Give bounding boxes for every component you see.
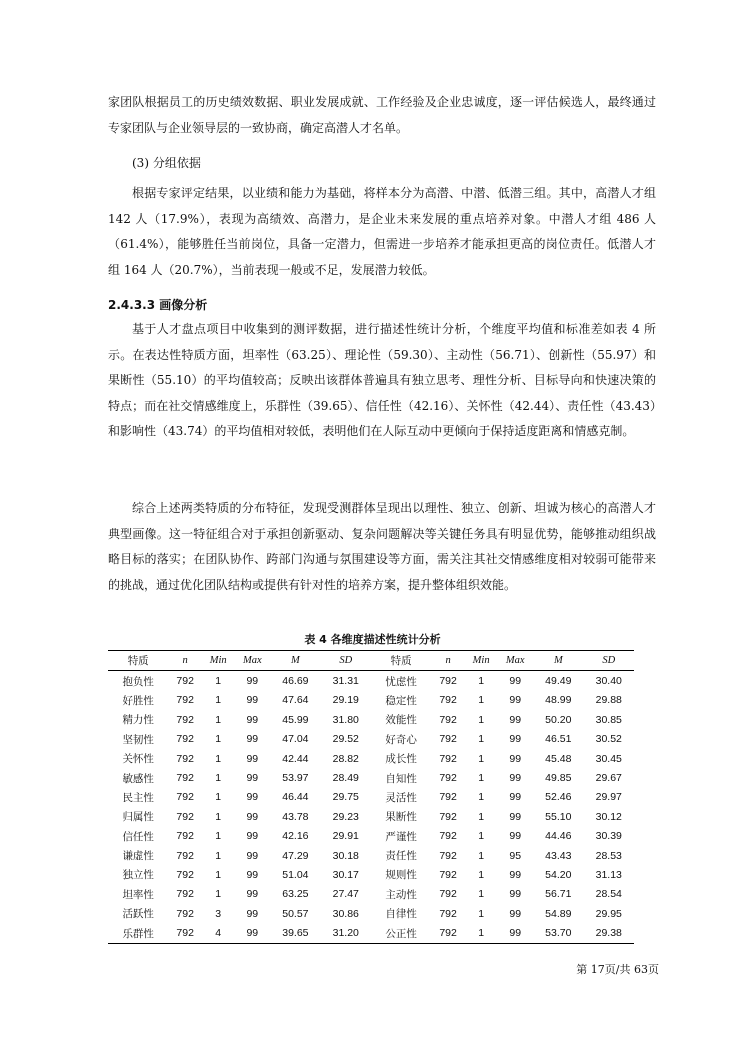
value-cell: 99	[509, 907, 522, 920]
value-cell: 42.44	[282, 752, 309, 765]
value-cell: 99	[246, 752, 259, 765]
paragraph-text: 综合上述两类特质的分布特征，发现受测群体呈现出以理性、独立、创新、坦诚为核心的高潜人才典型画像。这一特征组合对于承担创新驱动、复杂问题解决等关键任务具有明显优势，能够推动组织战略目标的落实；在团队协作、跨部门沟通与氛围建设等方面，需关注其社交情感维度相对较弱可能带来的挑战，通过优化团队结构或提供有针对性的培养方案，提升整体组织效能。	[108, 501, 656, 592]
trait-cell: 乐群性	[108, 923, 168, 943]
value-cell: 99	[246, 830, 259, 843]
value-cell: 1	[215, 849, 222, 862]
value-cell: 1	[215, 888, 222, 901]
value-cell: 1	[478, 810, 485, 823]
value-cell: 99	[509, 830, 522, 843]
trait-cell: 好胜性	[122, 694, 154, 707]
table-body	[108, 671, 634, 943]
table-row	[108, 691, 634, 710]
table-row	[108, 749, 634, 768]
value-cell: 792	[176, 675, 194, 688]
header-trait: 特质	[108, 651, 168, 671]
value-cell: 792	[439, 830, 457, 843]
value-cell: 1	[215, 791, 222, 804]
value-cell: 792	[176, 830, 194, 843]
value-cell: 99	[246, 888, 259, 901]
value-cell: 63.25	[282, 888, 309, 901]
trait-cell: 忧虑性	[385, 675, 417, 688]
trait-cell: 规则性	[385, 869, 417, 882]
value-cell: 30.45	[595, 752, 622, 765]
header-trait: 特质	[371, 651, 431, 671]
header-n: n	[168, 651, 202, 671]
table-header-row	[108, 651, 634, 671]
value-cell: 792	[439, 849, 457, 862]
trait-cell: 活跃性	[122, 908, 154, 921]
value-cell: 30.85	[595, 713, 622, 726]
trait-cell: 谦虚性	[122, 850, 154, 863]
value-cell: 792	[439, 888, 457, 901]
value-cell: 792	[168, 923, 202, 943]
value-cell: 99	[509, 888, 522, 901]
value-cell: 95	[509, 849, 522, 862]
value-cell: 56.71	[545, 888, 572, 901]
value-cell: 99	[509, 675, 522, 688]
value-cell: 49.49	[545, 675, 572, 688]
value-cell: 30.40	[595, 675, 622, 688]
value-cell: 46.44	[282, 791, 309, 804]
value-cell: 1	[478, 713, 485, 726]
value-cell: 792	[176, 868, 194, 881]
value-cell: 99	[246, 694, 259, 707]
value-cell: 792	[176, 849, 194, 862]
trait-cell: 信任性	[122, 830, 154, 843]
value-cell: 1	[215, 675, 222, 688]
value-cell: 1	[215, 713, 222, 726]
value-cell: 792	[439, 694, 457, 707]
trait-cell: 严谨性	[385, 830, 417, 843]
value-cell: 30.39	[595, 830, 622, 843]
value-cell: 1	[215, 868, 222, 881]
value-cell: 48.99	[545, 694, 572, 707]
trait-cell: 稳定性	[385, 694, 417, 707]
value-cell: 99	[497, 923, 533, 943]
value-cell: 51.04	[282, 868, 309, 881]
trait-cell: 归属性	[122, 811, 154, 824]
value-cell: 29.23	[332, 810, 359, 823]
table-row	[108, 885, 634, 904]
trait-cell: 坦率性	[122, 888, 154, 901]
value-cell: 792	[439, 752, 457, 765]
value-cell: 792	[176, 791, 194, 804]
value-cell: 99	[246, 907, 259, 920]
trait-cell: 自知性	[385, 772, 417, 785]
paragraph-grouping-result	[108, 181, 656, 283]
value-cell: 30.86	[332, 907, 359, 920]
table-row	[108, 788, 634, 807]
table-row	[108, 768, 634, 787]
value-cell: 52.46	[545, 791, 572, 804]
value-cell: 792	[176, 888, 194, 901]
value-cell: 792	[439, 810, 457, 823]
trait-cell: 责任性	[385, 850, 417, 863]
value-cell: 99	[509, 868, 522, 881]
value-cell: 99	[246, 675, 259, 688]
value-cell: 792	[176, 810, 194, 823]
value-cell: 1	[215, 694, 222, 707]
value-cell: 29.88	[595, 694, 622, 707]
trait-cell: 抱负性	[122, 675, 154, 688]
paragraph-text: (3) 分组依据	[132, 156, 201, 170]
value-cell: 792	[431, 923, 465, 943]
value-cell: 792	[439, 907, 457, 920]
value-cell: 45.99	[282, 713, 309, 726]
trait-cell: 自律性	[385, 908, 417, 921]
trait-cell: 公正性	[371, 923, 431, 943]
value-cell: 43.43	[545, 849, 572, 862]
value-cell: 792	[176, 694, 194, 707]
header-sd: SD	[321, 651, 371, 671]
subheading-grouping-basis	[108, 151, 656, 177]
value-cell: 53.97	[282, 772, 309, 785]
value-cell: 29.52	[332, 733, 359, 746]
value-cell: 99	[509, 810, 522, 823]
value-cell: 53.70	[533, 923, 583, 943]
header-mean: M	[533, 651, 583, 671]
value-cell: 28.82	[332, 752, 359, 765]
paragraph-expert-evaluation	[108, 90, 656, 141]
value-cell: 30.17	[332, 868, 359, 881]
value-cell: 29.91	[332, 830, 359, 843]
value-cell: 792	[439, 733, 457, 746]
trait-cell: 成长性	[385, 753, 417, 766]
value-cell: 46.69	[282, 675, 309, 688]
value-cell: 29.95	[595, 907, 622, 920]
value-cell: 31.80	[332, 713, 359, 726]
value-cell: 49.85	[545, 772, 572, 785]
value-cell: 792	[176, 713, 194, 726]
value-cell: 1	[215, 810, 222, 823]
paragraph-text: 基于人才盘点项目中收集到的测评数据，进行描述性统计分析，个维度平均值和标准差如表 4 所示。在表达性特质方面，坦率性（63.25）、理论性（59.30）、主动性（56.71）、创新性（55.97）和果断性（55.10）的平均值较高；反映出该群体普遍具有独立思考、理性分析、目标导向和快速决策的特点；而在社交情感维度上，乐群性（39.65）、信任性（42.16）、关怀性（42.44）、责任性（43.43）和影响性（43.74）的平均值相对较低，表明他们在人际互动中更倾向于保持适度距离和情感克制。	[108, 322, 656, 438]
header-max: Max	[234, 651, 270, 671]
value-cell: 46.51	[545, 733, 572, 746]
value-cell: 50.20	[545, 713, 572, 726]
value-cell: 30.18	[332, 849, 359, 862]
header-sd: SD	[584, 651, 635, 671]
value-cell: 55.10	[545, 810, 572, 823]
paragraph-descriptive-analysis	[108, 317, 656, 445]
value-cell: 99	[246, 772, 259, 785]
value-cell: 31.13	[595, 868, 622, 881]
value-cell: 1	[478, 888, 485, 901]
value-cell: 99	[246, 713, 259, 726]
value-cell: 1	[478, 868, 485, 881]
value-cell: 1	[215, 830, 222, 843]
trait-cell: 好奇心	[385, 733, 417, 746]
table-row	[108, 827, 634, 846]
section-heading: 2.4.3.3 画像分析	[108, 298, 208, 312]
value-cell: 99	[234, 923, 270, 943]
value-cell: 29.75	[332, 791, 359, 804]
header-mean: M	[270, 651, 320, 671]
value-cell: 99	[509, 733, 522, 746]
value-cell: 31.31	[332, 675, 359, 688]
value-cell: 1	[215, 752, 222, 765]
value-cell: 54.89	[545, 907, 572, 920]
page-footer: 第 17页/共 63页	[576, 963, 659, 976]
value-cell: 99	[509, 713, 522, 726]
trait-cell: 独立性	[122, 869, 154, 882]
value-cell: 1	[478, 849, 485, 862]
trait-cell: 灵活性	[385, 791, 417, 804]
value-cell: 30.12	[595, 810, 622, 823]
paragraph-text: 家团队根据员工的历史绩效数据、职业发展成就、工作经验及企业忠诚度，逐一评估候选人，最终通过专家团队与企业领导层的一致协商，确定高潜人才名单。	[108, 95, 656, 135]
value-cell: 1	[465, 923, 497, 943]
table-row	[108, 671, 634, 691]
value-cell: 99	[246, 868, 259, 881]
value-cell: 1	[478, 907, 485, 920]
value-cell: 1	[478, 791, 485, 804]
value-cell: 792	[439, 675, 457, 688]
table-row	[108, 730, 634, 749]
value-cell: 792	[176, 752, 194, 765]
header-min: Min	[202, 651, 234, 671]
value-cell: 29.19	[332, 694, 359, 707]
value-cell: 29.38	[584, 923, 635, 943]
value-cell: 28.49	[332, 772, 359, 785]
value-cell: 1	[478, 694, 485, 707]
paragraph-profile-summary	[108, 496, 656, 598]
trait-cell: 关怀性	[122, 753, 154, 766]
header-n: n	[431, 651, 465, 671]
value-cell: 3	[215, 907, 222, 920]
value-cell: 28.53	[595, 849, 622, 862]
value-cell: 792	[176, 772, 194, 785]
value-cell: 99	[509, 791, 522, 804]
value-cell: 1	[478, 675, 485, 688]
value-cell: 99	[509, 694, 522, 707]
value-cell: 30.52	[595, 733, 622, 746]
value-cell: 47.04	[282, 733, 309, 746]
value-cell: 39.65	[270, 923, 320, 943]
value-cell: 29.97	[595, 791, 622, 804]
value-cell: 1	[478, 772, 485, 785]
trait-cell: 敏感性	[122, 772, 154, 785]
value-cell: 43.78	[282, 810, 309, 823]
value-cell: 1	[215, 772, 222, 785]
value-cell: 1	[478, 830, 485, 843]
value-cell: 29.67	[595, 772, 622, 785]
value-cell: 44.46	[545, 830, 572, 843]
value-cell: 792	[439, 772, 457, 785]
value-cell: 792	[176, 733, 194, 746]
trait-cell: 效能性	[385, 714, 417, 727]
table-row	[108, 865, 634, 884]
table-row	[108, 904, 634, 923]
value-cell: 1	[215, 733, 222, 746]
value-cell: 27.47	[332, 888, 359, 901]
table-row	[108, 710, 634, 729]
value-cell: 99	[246, 733, 259, 746]
value-cell: 792	[176, 907, 194, 920]
value-cell: 99	[509, 772, 522, 785]
paragraph-text: 根据专家评定结果，以业绩和能力为基础，将样本分为高潜、中潜、低潜三组。其中，高潜人才组 142 人（17.9%），表现为高绩效、高潜力，是企业未来发展的重点培养对象。中潜人才组 486 人（61.4%），能够胜任当前岗位，具备一定潜力，但需进一步培养才能承担更高的岗位责任。低潜人才组 164 人（20.7%），当前表现一般或不足，发展潜力较低。	[108, 186, 656, 277]
trait-cell: 坚韧性	[122, 733, 154, 746]
value-cell: 99	[246, 791, 259, 804]
header-min: Min	[465, 651, 497, 671]
value-cell: 45.48	[545, 752, 572, 765]
value-cell: 792	[439, 791, 457, 804]
value-cell: 99	[509, 752, 522, 765]
header-max: Max	[497, 651, 533, 671]
descriptive-stats-table	[108, 650, 634, 944]
table-row	[108, 807, 634, 826]
trait-cell: 主动性	[385, 888, 417, 901]
table-row	[108, 846, 634, 865]
table-row	[108, 923, 634, 943]
value-cell: 99	[246, 849, 259, 862]
value-cell: 792	[439, 868, 457, 881]
value-cell: 1	[478, 733, 485, 746]
value-cell: 47.64	[282, 694, 309, 707]
value-cell: 28.54	[595, 888, 622, 901]
value-cell: 792	[439, 713, 457, 726]
value-cell: 47.29	[282, 849, 309, 862]
value-cell: 54.20	[545, 868, 572, 881]
trait-cell: 精力性	[122, 714, 154, 727]
value-cell: 42.16	[282, 830, 309, 843]
trait-cell: 民主性	[122, 791, 154, 804]
value-cell: 50.57	[282, 907, 309, 920]
value-cell: 4	[202, 923, 234, 943]
value-cell: 99	[246, 810, 259, 823]
value-cell: 1	[478, 752, 485, 765]
table-caption: 表 4 各维度描述性统计分析	[304, 633, 441, 646]
trait-cell: 果断性	[385, 811, 417, 824]
value-cell: 31.20	[321, 923, 371, 943]
